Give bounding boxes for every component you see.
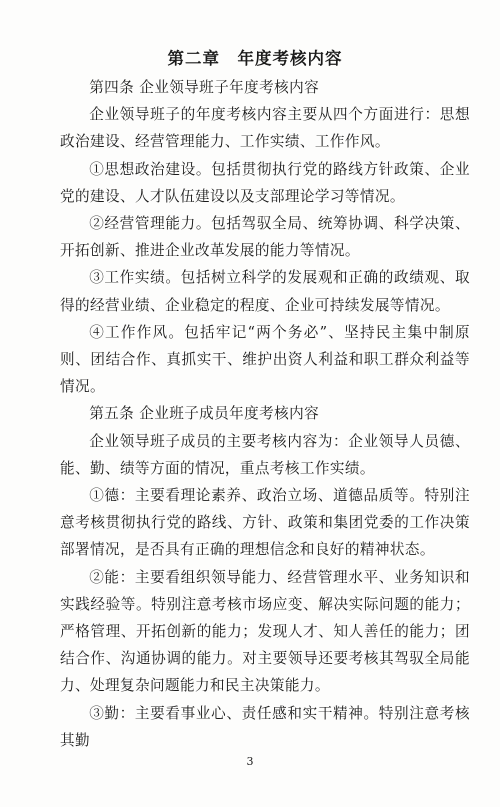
page-number: 3 (246, 755, 254, 768)
paragraph: ③工作实绩。包括树立科学的发展观和正确的政绩观、取得的经营业绩、企业稳定的程度、企业可持续发展等情况。 (60, 269, 470, 314)
paragraph: ①德：主要看理论素养、政治立场、道德品质等。特别注意考核贯彻执行党的路线、方针、政策和集团党委的工作决策部署情况，是否具有正确的理想信念和良好的精神状态。 (60, 487, 470, 559)
article-heading: 第四条 企业领导班子年度考核内容 (89, 79, 320, 96)
paragraph: 企业领导班子成员的主要考核内容为：企业领导人员德、能、勤、绩等方面的情况，重点考核工作实绩。 (60, 432, 470, 477)
paragraph: ②经营管理能力。包括驾驭全局、统筹协调、科学决策、开拓创新、推进企业改革发展的能力等情况。 (60, 215, 470, 260)
paragraph: ③勤：主要看事业心、责任感和实干精神。特别注意考核其勤 (60, 704, 470, 749)
paragraph: ①思想政治建设。包括贯彻执行党的路线方针政策、企业党的建设、人才队伍建设以及支部理论学习等情况。 (60, 160, 470, 205)
chapter-title: 第二章 年度考核内容 (167, 49, 343, 68)
paragraph: ④工作作风。包括牢记“两个务必”、坚持民主集中制原则、团结合作、真抓实干、维护出资人利益和职工群众利益等情况。 (60, 323, 470, 396)
page-content (60, 48, 470, 754)
article-heading: 第五条 企业班子成员年度考核内容 (89, 405, 320, 423)
paragraph: ②能：主要看组织领导能力、经营管理水平、业务知识和实践经验等。特别注意考核市场应变、解决实际问题的能力；严格管理、开拓创新的能力；发现人才、知人善任的能力；团结合作、沟通协调的能力。对主要领导还要考核其驾驭全局能力、处理复杂问题能力和民主决策能力。 (60, 568, 470, 695)
paragraph: 企业领导班子的年度考核内容主要从四个方面进行：思想政治建设、经营管理能力、工作实绩、工作作风。 (60, 106, 470, 151)
